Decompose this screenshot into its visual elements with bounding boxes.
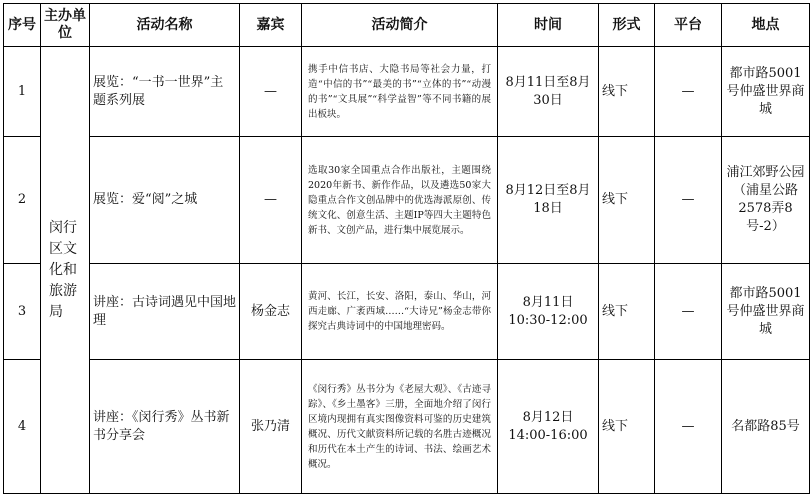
location-cell: 都市路5001号仲盛世界商城 [722,264,810,360]
location-cell: 浦江郊野公园（浦星公路2578弄8号-2） [722,137,810,264]
header-format: 形式 [599,4,655,47]
activity-name: 展览：爱“阅”之城 [90,137,240,264]
table-row [4,360,810,494]
row-index: 3 [4,264,41,360]
header-time: 时间 [498,4,599,47]
platform-cell: — [655,360,722,494]
location-cell: 名都路85号 [722,360,810,494]
platform-cell: — [655,47,722,137]
intro-cell: 携手中信书店、大隐书局等社会力量，打造“中信的书”“最美的书”“立体的书”“动漫的书”“文具展”“科学益智”等不同书籍的展出板块。 [302,47,498,137]
platform-cell: — [655,264,722,360]
table-row [4,137,810,264]
guest-cell: 杨金志 [240,264,302,360]
header-guest: 嘉宾 [240,4,302,47]
header-location: 地点 [722,4,810,47]
row-index: 1 [4,47,41,137]
header-name: 活动名称 [90,4,240,47]
format-cell: 线下 [599,360,655,494]
time-cell: 8月12日至8月18日 [498,137,599,264]
header-organizer: 主办单位 [41,4,90,47]
time-cell: 8月11日至8月30日 [498,47,599,137]
activity-name: 展览：“一书一世界”主题系列展 [90,47,240,137]
organizer-cell: 闵行区文化和旅游局 [41,47,90,494]
activity-table [3,3,810,494]
format-cell: 线下 [599,137,655,264]
intro-cell: 选取30家全国重点合作出版社，主题围绕2020年新书、新作作品，以及遴选50家大隐重点合作文创品牌中的优选海派原创、传统文化、创意生活、主题IP等四大主题特色新书、文创产品，进行集中展览展示。 [302,137,498,264]
time-cell: 8月12日 14:00-16:00 [498,360,599,494]
header-intro: 活动简介 [302,4,498,47]
location-cell: 都市路5001号仲盛世界商城 [722,47,810,137]
intro-cell: 《闵行秀》丛书分为《老屋大观》、《古迹寻踪》、《乡土墨客》三册，全面地介绍了闵行区境内现拥有真实图像资料可鉴的历史建筑概况、历代文献资料所记载的名胜古迹概况和历代在本土产生的诗词、书法、绘画艺术概况。 [302,360,498,494]
format-cell: 线下 [599,47,655,137]
platform-cell: — [655,137,722,264]
guest-cell: — [240,137,302,264]
activity-name: 讲座：古诗词遇见中国地理 [90,264,240,360]
table-row [4,264,810,360]
format-cell: 线下 [599,264,655,360]
header-platform: 平台 [655,4,722,47]
activity-name: 讲座：《闵行秀》丛书新书分享会 [90,360,240,494]
header-index: 序号 [4,4,41,47]
intro-cell: 黄河、长江，长安、洛阳，泰山、华山，河西走廊、广袤西域……“大诗兄”杨金志带你探究古典诗词中的中国地理密码。 [302,264,498,360]
time-cell: 8月11日 10:30-12:00 [498,264,599,360]
table-row [4,47,810,137]
header-row [4,4,810,47]
row-index: 4 [4,360,41,494]
guest-cell: — [240,47,302,137]
row-index: 2 [4,137,41,264]
guest-cell: 张乃清 [240,360,302,494]
